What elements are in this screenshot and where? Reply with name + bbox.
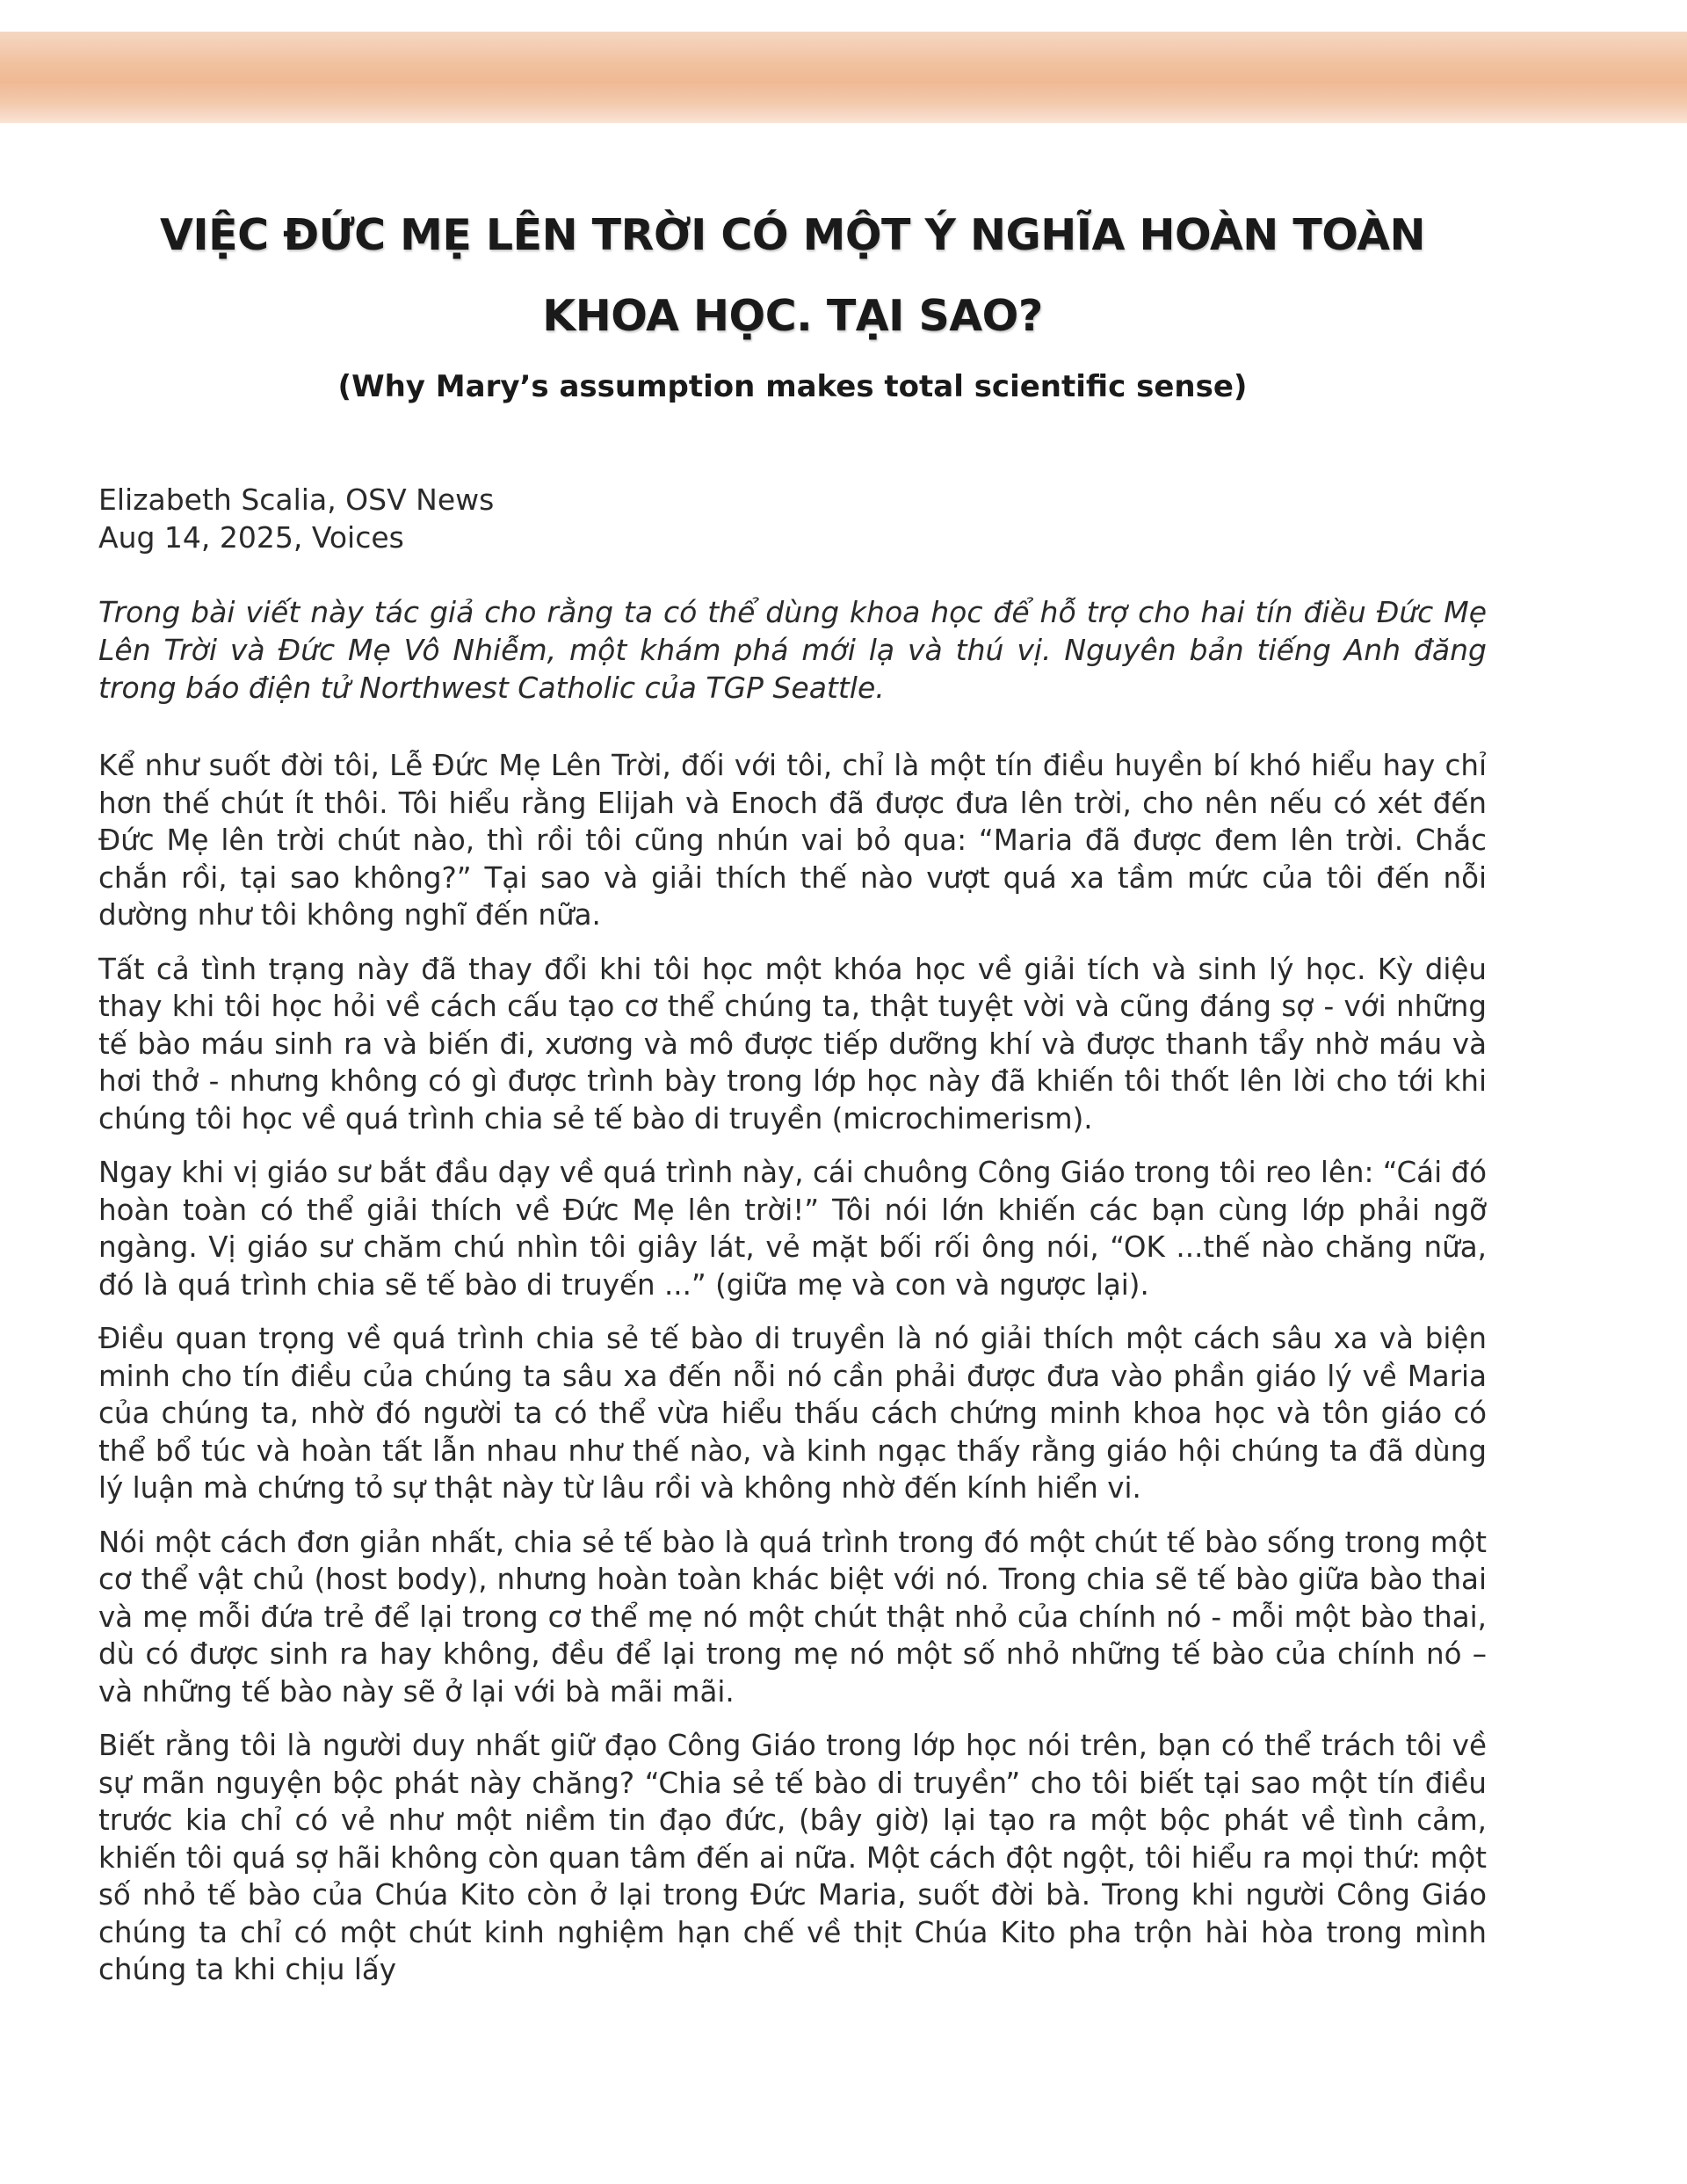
body-paragraph: Nói một cách đơn giản nhất, chia sẻ tế bào là quá trình trong đó một chút tế bào sống trong một cơ thể vật chủ (host body), nhưng hoàn toàn khác biệt với nó. Trong chia sẽ tế bào giữa bào thai và mẹ mỗi đứa trẻ để lại trong cơ thể mẹ nó một chút thật nhỏ của chính nó - mỗi một bào thai, dù có được sinh ra hay không, đều để lại trong mẹ nó một số nhỏ những tế bào của chính nó – và những tế bào này sẽ ở lại với bà mãi mãi. bbox=[98, 1525, 1487, 1709]
article-body bbox=[98, 747, 1487, 2006]
byline bbox=[98, 481, 1487, 556]
body-paragraph: Ngay khi vị giáo sư bắt đầu dạy về quá trình này, cái chuông Công Giáo trong tôi reo lên: “Cái đó hoàn toàn có thể giải thích về Đức Mẹ lên trời!” Tôi nói lớn khiến các bạn cùng lớp phải ngỡ ngàng. Vị giáo sư chăm chú nhìn tôi giây lát, vẻ mặt bối rối ông nói, “OK ...thế nào chăng nữa, đó là quá trình chia sẽ tế bào di truyến ...” (giữa mẹ và con và ngược lại). bbox=[98, 1156, 1487, 1302]
body-paragraph: Tất cả tình trạng này đã thay đổi khi tôi học một khóa học về giải tích và sinh lý học. Kỳ diệu thay khi tôi học hỏi về cách cấu tạo cơ thể chúng ta, thật tuyệt vời và cũng đáng sợ - với những tế bào máu sinh ra và biến đi, xương và mô được tiếp dưỡng khí và được thanh tẩy nhờ máu và hơi thở - nhưng không có gì được trình bày trong lớp học này đã khiến tôi thốt lên lời cho tới khi chúng tôi học về quá trình chia sẻ tế bào di truyền (microchimerism). bbox=[98, 952, 1487, 1136]
document-subtitle: (Why Mary’s assumption makes total scientific sense) bbox=[337, 369, 1248, 404]
body-paragraph: Điều quan trọng về quá trình chia sẻ tế bào di truyền là nó giải thích một cách sâu xa và biện minh cho tín điều của chúng ta sâu xa đến nỗi nó cần phải được đưa vào phần giáo lý về Maria của chúng ta, nhờ đó người ta có thể vừa hiểu thấu cách chứng minh khoa học và tôn giáo có thể bổ túc và hoàn tất lẫn nhau như thế nào, và kinh ngạc thấy rằng giáo hội chúng ta đã dùng lý luận mà chứng tỏ sự thật này từ lâu rồi và không nhờ đến kính hiển vi. bbox=[98, 1322, 1487, 1505]
date-line: Aug 14, 2025, Voices bbox=[98, 520, 404, 555]
intro-paragraph: Trong bài viết này tác giả cho rằng ta có thể dùng khoa học để hỗ trợ cho hai tín điều Đức Mẹ Lên Trời và Đức Mẹ Vô Nhiễm, một khám phá mới lạ và thú vị. Nguyên bản tiếng Anh đăng trong báo điện tử Northwest Catholic của TGP Seattle. bbox=[98, 595, 1487, 705]
author-line: Elizabeth Scalia, OSV News bbox=[98, 483, 495, 517]
body-paragraph: Kể như suốt đời tôi, Lễ Đức Mẹ Lên Trời, đối với tôi, chỉ là một tín điều huyền bí khó hiểu hay chỉ hơn thế chút ít thôi. Tôi hiểu rằng Elijah và Enoch đã được đưa lên trời, cho nên nếu có xét đến Đức Mẹ lên trời chút nào, thì rồi tôi cũng nhún vai bỏ qua: “Maria đã được đem lên trời. Chắc chắn rồi, tại sao không?” Tại sao và giải thích thế nào vượt quá xa tầm mức của tôi đến nỗi dường như tôi không nghĩ đến nữa. bbox=[98, 749, 1487, 932]
header-decorative-band bbox=[0, 32, 1687, 123]
body-paragraph: Biết rằng tôi là người duy nhất giữ đạo Công Giáo trong lớp học nói trên, bạn có thể trách tôi về sự mãn nguyện bộc phát này chăng? “Chia sẻ tế bào di truyền” cho tôi biết tại sao một tín điều trước kia chỉ có vẻ như một niềm tin đạo đức, (bây giờ) lại tạo ra một bộc phát về tình cảm, khiến tôi quá sợ hãi không còn quan tâm đến ai nữa. Một cách đột ngột, tôi hiểu ra mọi thứ: một số nhỏ tế bào của Chúa Kito còn ở lại trong Đức Maria, suốt đời bà. Trong khi người Công Giáo chúng ta chỉ có một chút kinh nghiệm hạn chế về thịt Chúa Kito pha trộn hài hòa trong mình chúng ta khi chịu lấy bbox=[98, 1729, 1487, 1986]
document-title: VIỆC ĐỨC MẸ LÊN TRỜI CÓ MỘT Ý NGHĨA HOÀN TOÀN KHOA HỌC. TẠI SAO? bbox=[159, 210, 1426, 341]
